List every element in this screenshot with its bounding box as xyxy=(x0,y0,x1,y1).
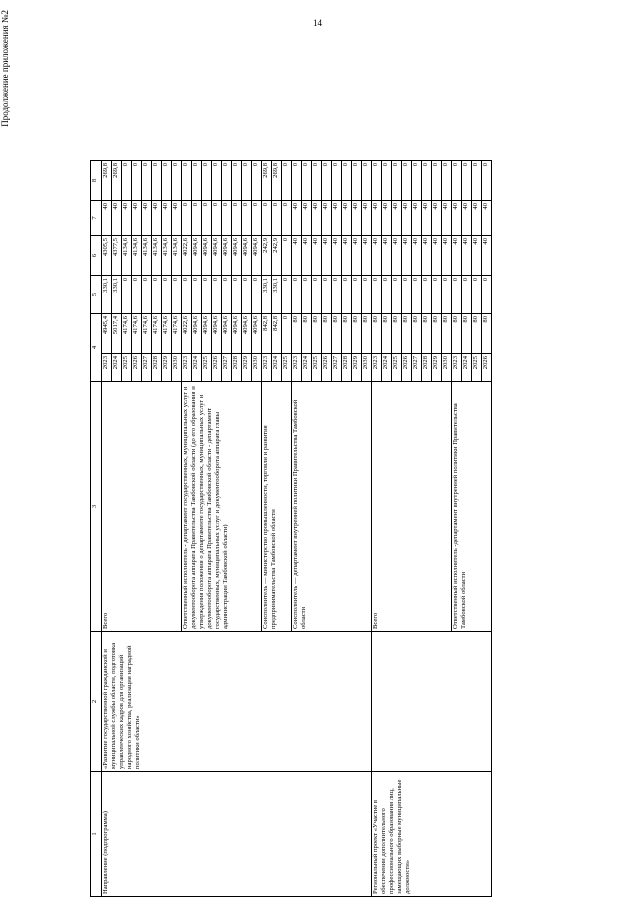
amount-cell: 40 xyxy=(142,201,152,236)
amount-cell: 80 xyxy=(342,314,352,354)
amount-cell: 0 xyxy=(312,161,322,201)
amount-cell: 0 xyxy=(182,276,192,314)
amount-cell: 4094,6 xyxy=(212,314,222,354)
amount-cell: 0 xyxy=(402,161,412,201)
amount-cell: 4134,6 xyxy=(152,236,162,276)
year-cell: 2025 xyxy=(202,354,212,382)
executor-cell: Ответственный исполнитель -департамент внутренней политики Правительства Тамбовской области xyxy=(452,382,492,632)
amount-cell: 0 xyxy=(292,276,302,314)
year-cell: 2029 xyxy=(432,354,442,382)
amount-cell: 40 xyxy=(442,201,452,236)
amount-cell: 4174,6 xyxy=(122,314,132,354)
amount-cell: 4134,6 xyxy=(172,236,182,276)
year-cell: 2027 xyxy=(142,354,152,382)
amount-cell: 0 xyxy=(142,161,152,201)
year-cell: 2025 xyxy=(282,354,292,382)
column-number: 3 xyxy=(91,382,102,632)
amount-cell: 269,8 xyxy=(262,161,272,201)
amount-cell: 4094,6 xyxy=(232,236,242,276)
amount-cell: 0 xyxy=(332,276,342,314)
amount-cell: 0 xyxy=(232,276,242,314)
amount-cell: 0 xyxy=(192,201,202,236)
amount-cell: 0 xyxy=(482,161,492,201)
amount-cell: 80 xyxy=(482,314,492,354)
year-cell: 2023 xyxy=(262,354,272,382)
amount-cell: 40 xyxy=(412,236,422,276)
amount-cell: 4174,6 xyxy=(132,314,142,354)
amount-cell: 0 xyxy=(472,276,482,314)
amount-cell: 0 xyxy=(202,276,212,314)
amount-cell: 80 xyxy=(352,314,362,354)
column-number: 1 xyxy=(91,772,102,897)
amount-cell: 80 xyxy=(322,314,332,354)
amount-cell: 330,1 xyxy=(272,276,282,314)
amount-cell: 4945,4 xyxy=(102,314,112,354)
amount-cell: 0 xyxy=(372,276,382,314)
budget-table xyxy=(90,160,492,897)
year-cell: 2023 xyxy=(102,354,112,382)
amount-cell: 0 xyxy=(282,276,292,314)
amount-cell: 0 xyxy=(392,276,402,314)
column-number: 2 xyxy=(91,632,102,772)
year-cell: 2024 xyxy=(382,354,392,382)
amount-cell: 40 xyxy=(482,201,492,236)
amount-cell: 0 xyxy=(452,161,462,201)
year-cell: 2030 xyxy=(442,354,452,382)
year-cell: 2028 xyxy=(232,354,242,382)
amount-cell: 269,8 xyxy=(102,161,112,201)
amount-cell: 80 xyxy=(362,314,372,354)
amount-cell: 0 xyxy=(222,161,232,201)
amount-cell: 40 xyxy=(412,201,422,236)
amount-cell: 0 xyxy=(472,161,482,201)
amount-cell: 0 xyxy=(122,161,132,201)
amount-cell: 0 xyxy=(152,276,162,314)
executor-cell: Всего xyxy=(372,382,452,632)
amount-cell: 0 xyxy=(132,161,142,201)
amount-cell: 0 xyxy=(382,276,392,314)
header-row xyxy=(91,161,102,897)
amount-cell: 0 xyxy=(292,161,302,201)
amount-cell: 0 xyxy=(342,276,352,314)
amount-cell: 0 xyxy=(272,201,282,236)
amount-cell: 4134,6 xyxy=(162,236,172,276)
amount-cell: 0 xyxy=(422,276,432,314)
amount-cell: 40 xyxy=(122,201,132,236)
year-cell: 2027 xyxy=(222,354,232,382)
year-cell: 2026 xyxy=(212,354,222,382)
amount-cell: 40 xyxy=(452,236,462,276)
year-cell: 2023 xyxy=(292,354,302,382)
amount-cell: 40 xyxy=(312,201,322,236)
year-cell: 2030 xyxy=(362,354,372,382)
amount-cell: 0 xyxy=(242,161,252,201)
amount-cell: 4174,6 xyxy=(162,314,172,354)
amount-cell: 0 xyxy=(132,276,142,314)
amount-cell: 40 xyxy=(302,236,312,276)
amount-cell: 40 xyxy=(462,201,472,236)
amount-cell: 40 xyxy=(392,236,402,276)
amount-cell: 0 xyxy=(202,161,212,201)
amount-cell: 40 xyxy=(472,201,482,236)
amount-cell: 0 xyxy=(282,314,292,354)
amount-cell: 0 xyxy=(312,276,322,314)
amount-cell: 40 xyxy=(442,236,452,276)
amount-cell: 80 xyxy=(372,314,382,354)
amount-cell: 4094,6 xyxy=(232,314,242,354)
year-cell: 2026 xyxy=(482,354,492,382)
year-cell: 2024 xyxy=(302,354,312,382)
amount-cell: 40 xyxy=(332,201,342,236)
amount-cell: 0 xyxy=(232,161,242,201)
amount-cell: 0 xyxy=(452,276,462,314)
amount-cell: 40 xyxy=(152,201,162,236)
project-cell xyxy=(372,632,492,772)
amount-cell: 40 xyxy=(312,236,322,276)
amount-cell: 0 xyxy=(232,201,242,236)
amount-cell: 242,9 xyxy=(262,236,272,276)
amount-cell: 40 xyxy=(292,236,302,276)
page-number: 14 xyxy=(313,18,322,28)
amount-cell: 80 xyxy=(462,314,472,354)
amount-cell: 40 xyxy=(302,201,312,236)
amount-cell: 0 xyxy=(282,201,292,236)
amount-cell: 40 xyxy=(372,236,382,276)
amount-cell: 0 xyxy=(432,161,442,201)
year-cell: 2030 xyxy=(252,354,262,382)
amount-cell: 40 xyxy=(112,201,122,236)
amount-cell: 80 xyxy=(312,314,322,354)
amount-cell: 0 xyxy=(252,201,262,236)
amount-cell: 0 xyxy=(442,161,452,201)
amount-cell: 80 xyxy=(432,314,442,354)
amount-cell: 242,9 xyxy=(272,236,282,276)
amount-cell: 0 xyxy=(182,201,192,236)
amount-cell: 0 xyxy=(302,276,312,314)
amount-cell: 4134,6 xyxy=(122,236,132,276)
amount-cell: 80 xyxy=(452,314,462,354)
amount-cell: 4134,6 xyxy=(142,236,152,276)
amount-cell: 40 xyxy=(382,236,392,276)
amount-cell: 80 xyxy=(382,314,392,354)
amount-cell: 4377,5 xyxy=(112,236,122,276)
amount-cell: 269,8 xyxy=(112,161,122,201)
amount-cell: 4094,6 xyxy=(202,236,212,276)
amount-cell: 4174,6 xyxy=(142,314,152,354)
amount-cell: 40 xyxy=(322,236,332,276)
amount-cell: 40 xyxy=(362,201,372,236)
amount-cell: 0 xyxy=(322,161,332,201)
amount-cell: 0 xyxy=(242,201,252,236)
amount-cell: 4094,6 xyxy=(192,236,202,276)
amount-cell: 80 xyxy=(422,314,432,354)
amount-cell: 4174,6 xyxy=(172,314,182,354)
amount-cell: 0 xyxy=(242,276,252,314)
amount-cell: 0 xyxy=(222,201,232,236)
column-number: 7 xyxy=(91,201,102,236)
amount-cell: 0 xyxy=(442,276,452,314)
amount-cell: 0 xyxy=(142,276,152,314)
year-cell: 2028 xyxy=(152,354,162,382)
year-cell: 2028 xyxy=(342,354,352,382)
amount-cell: 0 xyxy=(172,276,182,314)
amount-cell: 80 xyxy=(442,314,452,354)
amount-cell: 40 xyxy=(372,201,382,236)
amount-cell: 5017,4 xyxy=(112,314,122,354)
amount-cell: 842,8 xyxy=(262,314,272,354)
amount-cell: 80 xyxy=(292,314,302,354)
amount-cell: 4094,6 xyxy=(242,236,252,276)
amount-cell: 0 xyxy=(362,161,372,201)
year-cell: 2030 xyxy=(172,354,182,382)
year-cell: 2029 xyxy=(162,354,172,382)
column-number: 6 xyxy=(91,236,102,276)
direction-cell: Направление (подпрограмма) xyxy=(102,772,372,897)
amount-cell: 0 xyxy=(342,161,352,201)
amount-cell: 0 xyxy=(432,276,442,314)
amount-cell: 0 xyxy=(202,201,212,236)
amount-cell: 4094,6 xyxy=(192,314,202,354)
amount-cell: 0 xyxy=(412,276,422,314)
amount-cell: 0 xyxy=(262,201,272,236)
amount-cell: 330,1 xyxy=(102,276,112,314)
executor-cell: Всего xyxy=(102,382,182,632)
amount-cell: 4094,6 xyxy=(212,236,222,276)
amount-cell: 4305,5 xyxy=(102,236,112,276)
table-row xyxy=(102,161,112,897)
amount-cell: 40 xyxy=(472,236,482,276)
amount-cell: 0 xyxy=(192,161,202,201)
amount-cell: 0 xyxy=(152,161,162,201)
amount-cell: 40 xyxy=(362,236,372,276)
executor-cell: Ответственный исполнитель - департамент государственных, муниципальных услуг и документооборота аппарата Правительства Тамбовской области (до его образования и утверждения положения о департаменте государственных, муниципальных услуг и документооборота аппарата Правительства Тамбовской области - департамент государственных, муниципальных услуг и документооборота аппарата главы администрации Тамбовской области) xyxy=(182,382,262,632)
year-cell: 2025 xyxy=(312,354,322,382)
year-cell: 2029 xyxy=(242,354,252,382)
amount-cell: 40 xyxy=(432,201,442,236)
amount-cell: 4022,6 xyxy=(182,236,192,276)
year-cell: 2024 xyxy=(272,354,282,382)
amount-cell: 0 xyxy=(212,276,222,314)
amount-cell: 0 xyxy=(222,276,232,314)
amount-cell: 40 xyxy=(482,236,492,276)
amount-cell: 0 xyxy=(162,161,172,201)
amount-cell: 4174,6 xyxy=(152,314,162,354)
amount-cell: 0 xyxy=(302,161,312,201)
amount-cell: 0 xyxy=(322,276,332,314)
amount-cell: 330,1 xyxy=(262,276,272,314)
year-cell: 2023 xyxy=(452,354,462,382)
amount-cell: 0 xyxy=(352,161,362,201)
amount-cell: 4134,6 xyxy=(132,236,142,276)
amount-cell: 4094,6 xyxy=(222,314,232,354)
amount-cell: 0 xyxy=(332,161,342,201)
amount-cell: 40 xyxy=(332,236,342,276)
amount-cell: 0 xyxy=(192,276,202,314)
amount-cell: 842,8 xyxy=(272,314,282,354)
amount-cell: 40 xyxy=(342,201,352,236)
amount-cell: 40 xyxy=(162,201,172,236)
amount-cell: 0 xyxy=(172,161,182,201)
amount-cell: 0 xyxy=(382,161,392,201)
year-cell: 2028 xyxy=(422,354,432,382)
column-number: 5 xyxy=(91,276,102,314)
amount-cell: 40 xyxy=(392,201,402,236)
amount-cell: 80 xyxy=(302,314,312,354)
amount-cell: 4094,6 xyxy=(252,314,262,354)
table-row xyxy=(372,161,382,897)
year-cell: 2026 xyxy=(132,354,142,382)
amount-cell: 40 xyxy=(102,201,112,236)
amount-cell: 40 xyxy=(352,201,362,236)
amount-cell: 0 xyxy=(252,276,262,314)
year-cell: 2027 xyxy=(332,354,342,382)
year-cell: 2025 xyxy=(122,354,132,382)
year-cell: 2029 xyxy=(352,354,362,382)
amount-cell: 0 xyxy=(392,161,402,201)
amount-cell: 0 xyxy=(372,161,382,201)
amount-cell: 80 xyxy=(472,314,482,354)
amount-cell: 40 xyxy=(342,236,352,276)
amount-cell: 4022,6 xyxy=(182,314,192,354)
year-cell: 2027 xyxy=(412,354,422,382)
amount-cell: 80 xyxy=(412,314,422,354)
amount-cell: 80 xyxy=(332,314,342,354)
amount-cell: 0 xyxy=(162,276,172,314)
amount-cell: 4094,6 xyxy=(242,314,252,354)
year-cell: 2023 xyxy=(182,354,192,382)
amount-cell: 4094,6 xyxy=(202,314,212,354)
amount-cell: 80 xyxy=(402,314,412,354)
amount-cell: 40 xyxy=(322,201,332,236)
year-cell: 2025 xyxy=(392,354,402,382)
project-cell: «Развитие государственной гражданской и муниципальной службы области, подготовка управленческих кадров для организаций народного хозяйства, реализация наградной политики области» xyxy=(102,632,372,772)
amount-cell: 0 xyxy=(252,161,262,201)
amount-cell: 40 xyxy=(452,201,462,236)
executor-cell: Соисполнитель — департамент внутренней политики Правительства Тамбовской области xyxy=(292,382,372,632)
amount-cell: 0 xyxy=(362,276,372,314)
amount-cell: 40 xyxy=(292,201,302,236)
amount-cell: 0 xyxy=(482,276,492,314)
amount-cell: 0 xyxy=(462,161,472,201)
amount-cell: 330,1 xyxy=(112,276,122,314)
amount-cell: 269,8 xyxy=(272,161,282,201)
amount-cell: 40 xyxy=(422,236,432,276)
amount-cell: 40 xyxy=(352,236,362,276)
amount-cell: 0 xyxy=(422,161,432,201)
amount-cell: 0 xyxy=(352,276,362,314)
amount-cell: 4094,6 xyxy=(222,236,232,276)
column-number: 8 xyxy=(91,161,102,201)
amount-cell: 0 xyxy=(412,161,422,201)
amount-cell: 40 xyxy=(382,201,392,236)
amount-cell: 0 xyxy=(182,161,192,201)
amount-cell: 40 xyxy=(402,201,412,236)
amount-cell: 0 xyxy=(212,161,222,201)
year-cell: 2024 xyxy=(462,354,472,382)
amount-cell: 40 xyxy=(402,236,412,276)
amount-cell: 0 xyxy=(122,276,132,314)
amount-cell: 4094,6 xyxy=(252,236,262,276)
amount-cell: 40 xyxy=(422,201,432,236)
amount-cell: 40 xyxy=(172,201,182,236)
executor-cell: Соисполнитель — министерство промышленности, торговли и развития предпринимательства Тамбовской области xyxy=(262,382,292,632)
year-cell: 2025 xyxy=(472,354,482,382)
year-cell: 2024 xyxy=(192,354,202,382)
direction-cell: Региональный проект «Участие в обеспечении дополнительного профессионального образования лиц, замещающих выборные муниципальные должности» xyxy=(372,772,492,897)
column-number: 4 xyxy=(91,314,102,382)
continuation-note: Продолжение приложения №2 xyxy=(0,10,10,127)
year-cell: 2026 xyxy=(322,354,332,382)
amount-cell: 0 xyxy=(282,236,292,276)
year-cell: 2024 xyxy=(112,354,122,382)
amount-cell: 0 xyxy=(402,276,412,314)
amount-cell: 80 xyxy=(392,314,402,354)
year-cell: 2023 xyxy=(372,354,382,382)
year-cell: 2026 xyxy=(402,354,412,382)
amount-cell: 40 xyxy=(462,236,472,276)
amount-cell: 40 xyxy=(132,201,142,236)
amount-cell: 0 xyxy=(212,201,222,236)
amount-cell: 0 xyxy=(282,161,292,201)
amount-cell: 0 xyxy=(462,276,472,314)
amount-cell: 40 xyxy=(432,236,442,276)
